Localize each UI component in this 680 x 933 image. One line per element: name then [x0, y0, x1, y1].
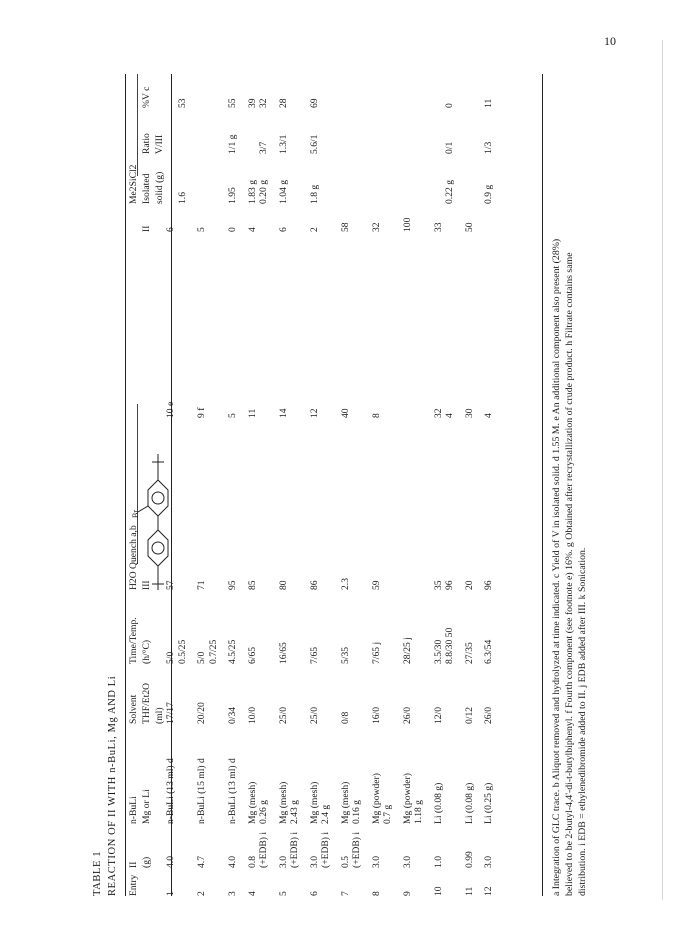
cell-iii — [258, 510, 270, 590]
cell-ratio: 5.6/1 — [308, 134, 320, 154]
cell-struct: 4 — [444, 413, 455, 418]
cell-solvent: 26/0 — [401, 706, 413, 724]
cell-ii: 4.0 — [227, 856, 238, 868]
table-row — [394, 74, 414, 896]
cell-two — [320, 204, 332, 232]
structure-label: Br — [131, 510, 140, 518]
cell-iii — [351, 510, 363, 590]
cell-time: 5/0 — [196, 651, 207, 664]
table-row — [165, 74, 177, 896]
cell-ratio — [289, 108, 301, 154]
cell-struct — [382, 232, 394, 510]
header-ii-unit: (g) — [141, 856, 152, 868]
cell-solvent: 0/12 — [463, 706, 475, 724]
cell-solvent: 25/0 — [308, 706, 320, 724]
cell-ratio: 1.3/1 — [277, 134, 289, 154]
header-percent-v: %V c — [141, 86, 152, 108]
cell-time — [382, 590, 394, 664]
cell-v — [165, 74, 177, 108]
cell-time — [320, 590, 332, 664]
cell-time: 27/35 — [463, 642, 475, 664]
cell-struct — [351, 232, 363, 510]
cell-bu: 0.26 g — [258, 800, 269, 824]
cell-ratio — [320, 108, 332, 154]
cell-iii: 35 — [432, 580, 444, 590]
cell-bu: Mg (mesh) — [339, 781, 351, 824]
cell-entry: 5 — [277, 891, 289, 896]
footnote-line: believed to be 2-butyl-4,4'-di-t-butylbiphenyl. f Fourth component (see footnote e) 16%. g Obtained after recrystallization of crude product. h Filtrate contains same — [564, 252, 575, 896]
cell-v — [289, 74, 301, 108]
cell-solvent: 26/0 — [483, 706, 494, 724]
cell-two: 6 — [277, 227, 289, 232]
cell-ratio — [351, 108, 363, 154]
cell-entry: 8 — [370, 891, 382, 896]
cell-ii: 0.8 — [246, 856, 258, 868]
cell-two — [382, 204, 394, 232]
cell-v — [188, 74, 208, 108]
cell-iii: 59 — [370, 580, 382, 590]
header-time-unit: (h/°C) — [141, 639, 152, 664]
cell-v — [208, 74, 220, 108]
cell-bu: Mg (mesh) — [277, 781, 289, 824]
cell-ii: 4.7 — [196, 856, 207, 868]
header-isolated: Isolated — [141, 173, 152, 204]
cell-struct — [177, 232, 189, 510]
cell-iso: 1.83 g — [246, 180, 258, 204]
header-ii: II — [128, 861, 139, 868]
cell-struct — [289, 232, 301, 510]
cell-ii: 0.99 — [463, 851, 475, 868]
header-bu-sub: Mg or Li — [141, 789, 152, 824]
table-row — [363, 74, 383, 896]
table-row — [239, 74, 259, 896]
cell-iii — [289, 510, 301, 590]
cell-two: 5 — [196, 227, 207, 232]
cell-v: 55 — [227, 98, 238, 108]
cell-bu: 0.7 g — [382, 804, 393, 824]
header-quench-group: H2O Quench a,b — [128, 525, 139, 590]
cell-v: 32 — [258, 98, 269, 108]
cell-bu — [444, 724, 456, 824]
header-row-1 — [126, 74, 139, 896]
cell-two — [413, 204, 425, 232]
cell-time: 5/35 — [339, 646, 351, 664]
cell-solvent — [444, 664, 456, 724]
cell-ratio — [413, 108, 425, 154]
cell-entry — [413, 868, 425, 896]
cell-v — [363, 74, 383, 108]
cell-iso — [188, 154, 208, 204]
cell-iii: 71 — [196, 580, 207, 590]
cell-two: 58 — [339, 222, 351, 232]
header-solvent-unit: (ml) — [154, 707, 165, 724]
table-row — [177, 74, 189, 896]
cell-entry: 4 — [246, 891, 258, 896]
header-ratio: Ratio — [141, 133, 152, 154]
header-row-3 — [152, 74, 165, 896]
cell-iso — [208, 154, 220, 204]
header-row-2 — [139, 74, 152, 896]
cell-iii: 86 — [308, 580, 320, 590]
cell-iso: 1.8 g — [308, 184, 320, 204]
cell-ii: 3.0 — [308, 856, 320, 868]
cell-struct: 10 e — [165, 401, 176, 418]
cell-bu: Li (0.25 g) — [483, 782, 494, 824]
cell-solvent — [289, 664, 301, 724]
cell-entry: 11 — [463, 886, 475, 896]
cell-ii: (+EDB) i — [351, 831, 362, 868]
cell-time: 3.5/30 — [432, 639, 444, 664]
table-bottom-rule — [542, 74, 543, 896]
cell-bu: Li (0.08 g) — [463, 782, 475, 824]
cell-ii: (+EDB) i — [320, 831, 331, 868]
cell-iso: 1.95 — [227, 187, 238, 204]
cell-bu: 0.16 g — [351, 800, 362, 824]
cell-entry: 12 — [483, 886, 494, 896]
cell-ratio — [239, 108, 259, 154]
table-row — [289, 74, 301, 896]
cell-bu: Li (0.08 g) — [432, 782, 444, 824]
footnote-line: a Integration of GLC trace. b Aliquot removed and hydrolyzed at time indicated. c Yield of V in isolated solid. d 1.55 M. e An additional component also present (28%) — [551, 238, 562, 896]
cell-struct: 5 — [227, 413, 238, 418]
cell-entry — [177, 868, 189, 896]
cell-ratio — [188, 108, 208, 154]
cell-ratio — [456, 108, 476, 154]
cell-iso: 1.6 — [176, 191, 188, 204]
cell-struct — [413, 232, 425, 510]
cell-ii — [444, 824, 456, 868]
cell-time: 6.3/54 — [483, 639, 494, 664]
cell-time: 28/25 j — [401, 637, 413, 664]
cell-v: 69 — [308, 98, 320, 108]
cell-iso — [413, 154, 425, 204]
cell-bu: Mg (powder) — [401, 773, 413, 824]
cell-time: 4.5/25 — [227, 639, 238, 664]
cell-entry — [444, 868, 456, 896]
cell-struct — [208, 232, 220, 510]
header-solvent-sub: THF/Et2O — [141, 682, 152, 724]
cell-iso — [165, 154, 177, 204]
cell-bu: 2.4 g — [320, 804, 331, 824]
cell-iii: 96 — [444, 580, 455, 590]
cell-iso: 0.22 g — [444, 180, 455, 204]
header-two: II — [141, 225, 152, 232]
cell-ii: (+EDB) i — [258, 831, 269, 868]
cell-iii: 96 — [483, 580, 494, 590]
cell-ii: 0.5 — [339, 856, 351, 868]
cell-ii: 3.0 — [401, 856, 413, 868]
table-row — [444, 74, 456, 896]
cell-bu: 2.43 g — [289, 800, 300, 824]
cell-time — [351, 590, 363, 664]
cell-two: 33 — [432, 222, 444, 232]
cell-v — [382, 74, 394, 108]
header-mesicl-group: Me2SiCl2 — [128, 164, 139, 204]
cell-bu: Mg (powder) — [370, 773, 382, 824]
cell-solvent: 25/0 — [277, 706, 289, 724]
cell-struct: 9 f — [196, 407, 207, 418]
cell-two: 32 — [370, 222, 382, 232]
cell-bu: Mg (mesh) — [308, 781, 320, 824]
cell-two: 6 — [165, 227, 176, 232]
cell-struct: 30 — [463, 408, 475, 418]
cell-bu: n-BuLi (13 ml) d — [227, 758, 238, 824]
cell-v — [394, 74, 414, 108]
cell-time: 7/65 j — [370, 641, 382, 664]
table-row — [425, 74, 445, 896]
cell-ratio — [165, 108, 177, 154]
table-row — [301, 74, 321, 896]
cell-ii: (+EDB) i — [289, 831, 300, 868]
cell-entry — [320, 868, 332, 896]
cell-two — [208, 204, 220, 232]
cell-solvent: 0/8 — [339, 711, 351, 724]
cell-struct: 40 — [339, 408, 351, 418]
cell-iii — [208, 510, 220, 590]
cell-ratio: 0/1 — [444, 141, 455, 154]
cell-time — [258, 590, 270, 664]
cell-bu — [177, 724, 189, 824]
table-row — [456, 74, 476, 896]
table-row — [258, 74, 270, 896]
cell-v: 11 — [483, 98, 494, 108]
cell-solvent — [208, 664, 220, 724]
table-row — [475, 74, 495, 896]
cell-iii: 85 — [246, 580, 258, 590]
cell-struct: 12 — [308, 408, 320, 418]
header-solvent: Solvent — [128, 694, 139, 724]
cell-v: 0 — [444, 103, 455, 108]
cell-entry — [351, 868, 363, 896]
cell-ratio — [177, 108, 189, 154]
cell-ii — [208, 824, 220, 868]
header-ratio-unit: V/III — [154, 134, 165, 154]
cell-ii — [382, 824, 394, 868]
cell-bu: 1.18 g — [413, 800, 424, 824]
cell-entry — [289, 868, 301, 896]
cell-bu: n-BuLi (13 ml) d — [165, 758, 176, 824]
cell-v: 28 — [277, 98, 289, 108]
table-row — [332, 74, 352, 896]
cell-bu — [208, 724, 220, 824]
cell-solvent — [320, 664, 332, 724]
cell-two: 2 — [308, 227, 320, 232]
cell-time: 5/0 — [165, 651, 176, 664]
cell-solvent — [177, 664, 189, 724]
cell-iso — [382, 154, 394, 204]
cell-iso: 1.04 g — [277, 180, 289, 204]
cell-iii — [394, 510, 414, 590]
cell-time — [413, 590, 425, 664]
cell-solvent — [413, 664, 425, 724]
cell-ii: 4.0 — [165, 856, 176, 868]
cell-time: 7/65 — [308, 646, 320, 664]
cell-ratio — [332, 108, 352, 154]
table-row — [320, 74, 332, 896]
cell-two — [289, 204, 301, 232]
cell-ii — [177, 824, 189, 868]
header-iii: III — [141, 580, 152, 590]
cell-iii: 80 — [277, 580, 289, 590]
cell-iso — [289, 154, 301, 204]
cell-ratio: 1/1 g — [227, 134, 238, 154]
cell-two: 0 — [227, 227, 238, 232]
table-row — [351, 74, 363, 896]
cell-ratio — [382, 108, 394, 154]
cell-iso — [332, 154, 352, 204]
cell-solvent — [258, 664, 270, 724]
cell-iii: 57 — [165, 580, 176, 590]
cell-struct: 32 — [432, 408, 444, 418]
cell-v — [332, 74, 352, 108]
cell-iso — [425, 154, 445, 204]
header-isolated-unit: solid (g) — [154, 171, 165, 204]
cell-iii — [382, 510, 394, 590]
cell-time: 16/65 — [277, 642, 289, 664]
cell-iii: 20 — [463, 580, 475, 590]
cell-entry: 1 — [165, 891, 176, 896]
table-label: TABLE 1 — [92, 850, 103, 896]
cell-struct — [258, 232, 270, 510]
cell-time: 0.5/25 — [176, 639, 188, 664]
cell-solvent: 20/20 — [196, 702, 207, 724]
table-row — [382, 74, 394, 896]
cell-ratio: 1/3 — [483, 141, 494, 154]
cell-two — [475, 204, 495, 232]
cell-solvent: 16/0 — [370, 706, 382, 724]
cell-two: 100 — [401, 217, 413, 232]
cell-ratio — [208, 108, 220, 154]
cell-struct — [320, 232, 332, 510]
cell-v — [425, 74, 445, 108]
cell-iso: 0.9 g — [483, 184, 494, 204]
cell-ii — [413, 824, 425, 868]
cell-iso — [394, 154, 414, 204]
header-bu: n-BuLi — [128, 796, 139, 824]
cell-v — [351, 74, 363, 108]
cell-iii — [177, 510, 189, 590]
footnote-line: distribution. i EDB = ethylenedibromide added to II. j EDB added after III. k Sonication. — [577, 547, 588, 896]
cell-time — [289, 590, 301, 664]
cell-entry — [382, 868, 394, 896]
table-row — [270, 74, 290, 896]
cell-entry: 10 — [432, 886, 444, 896]
cell-v — [320, 74, 332, 108]
cell-iso — [320, 154, 332, 204]
cell-struct: 14 — [277, 408, 289, 418]
table-title: REACTION OF II WITH n-BuLi, Mg AND Li — [107, 675, 118, 896]
cell-entry: 3 — [227, 891, 238, 896]
cell-bu: n-BuLi (15 ml) d — [196, 758, 207, 824]
cell-ii: 3.0 — [483, 856, 494, 868]
cell-entry: 9 — [401, 891, 413, 896]
cell-iso — [456, 154, 476, 204]
cell-ratio — [363, 108, 383, 154]
cell-iii — [413, 510, 425, 590]
cell-time: 0.7/25 — [207, 639, 219, 664]
cell-solvent — [382, 664, 394, 724]
cell-solvent: 17/17 — [165, 702, 176, 724]
cell-iii — [320, 510, 332, 590]
cell-entry — [258, 868, 270, 896]
cell-struct: 4 — [483, 413, 494, 418]
cell-time: 6/65 — [246, 646, 258, 664]
cell-two: 4 — [246, 227, 258, 232]
cell-iso: 0.20 g — [258, 180, 269, 204]
cell-ii: 3.0 — [370, 856, 382, 868]
table-row — [188, 74, 208, 896]
header-entry: Entry — [128, 874, 139, 896]
table-row — [208, 74, 220, 896]
cell-solvent: 12/0 — [432, 706, 444, 724]
table-footnotes — [550, 74, 589, 896]
cell-solvent: 0/34 — [227, 706, 238, 724]
cell-two — [444, 204, 456, 232]
cell-v: 39 — [246, 98, 258, 108]
cell-iii: 95 — [227, 580, 238, 590]
cell-entry: 2 — [196, 891, 207, 896]
cell-ratio — [394, 108, 414, 154]
cell-entry — [208, 868, 220, 896]
cell-iso — [363, 154, 383, 204]
cell-two: 50 — [463, 222, 475, 232]
cell-ii: 1.0 — [432, 856, 444, 868]
rotated-table-page — [88, 66, 678, 896]
cell-ratio: 3/7 — [258, 141, 269, 154]
cell-struct — [394, 232, 414, 510]
reaction-table — [126, 74, 495, 896]
header-time: Time/Temp. — [128, 617, 139, 664]
table-row — [413, 74, 425, 896]
cell-iso — [351, 154, 363, 204]
cell-two — [258, 204, 270, 232]
cell-iii: 2.3 — [339, 578, 351, 590]
cell-ratio — [425, 108, 445, 154]
cell-v — [456, 74, 476, 108]
cell-two — [351, 204, 363, 232]
cell-solvent — [351, 664, 363, 724]
page-number: 10 — [604, 34, 616, 48]
cell-entry: 6 — [308, 891, 320, 896]
cell-solvent: 10/0 — [246, 706, 258, 724]
cell-bu: Mg (mesh) — [246, 781, 258, 824]
cell-struct: 11 — [246, 408, 258, 418]
cell-v: 53 — [176, 98, 188, 108]
cell-two — [177, 204, 189, 232]
table-row — [219, 74, 239, 896]
cell-entry: 7 — [339, 891, 351, 896]
cell-struct: 8 — [370, 413, 382, 418]
cell-ii: 3.0 — [277, 856, 289, 868]
cell-v — [413, 74, 425, 108]
cell-time: 8.8/30 50 — [444, 627, 455, 664]
